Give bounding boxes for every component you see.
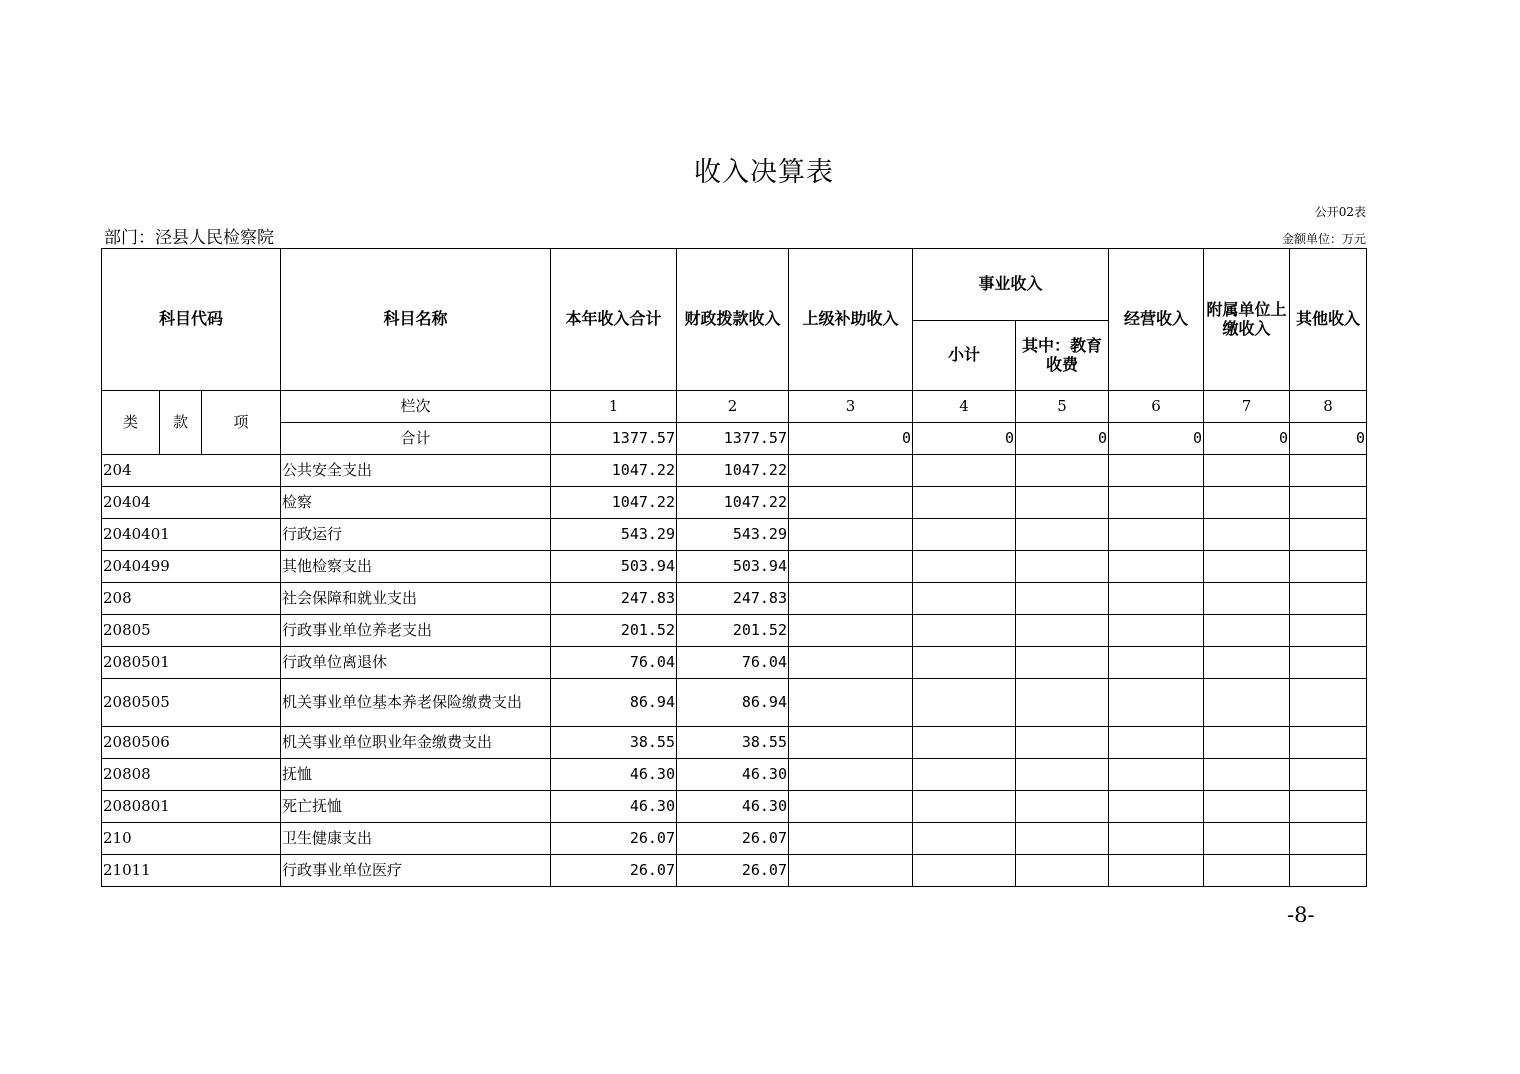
table-row [102, 487, 1367, 519]
subject-code: 208 [102, 583, 281, 615]
department-label: 部门：泾县人民检察院 [104, 228, 274, 248]
table-row [102, 551, 1367, 583]
empty-cell [789, 647, 913, 679]
empty-cell [1109, 519, 1204, 551]
empty-cell [1204, 487, 1290, 519]
table-row [102, 615, 1367, 647]
empty-cell [1204, 583, 1290, 615]
page-title: 收入决算表 [694, 157, 834, 188]
total-value: 0 [1109, 423, 1204, 455]
subject-name: 死亡抚恤 [281, 791, 551, 823]
empty-cell [913, 727, 1016, 759]
total-income: 503.94 [551, 551, 677, 583]
total-income: 247.83 [551, 583, 677, 615]
empty-cell [1204, 551, 1290, 583]
subject-name: 抚恤 [281, 759, 551, 791]
finance-income: 247.83 [677, 583, 789, 615]
empty-cell [1290, 615, 1367, 647]
empty-cell [1204, 615, 1290, 647]
empty-cell [789, 519, 913, 551]
subject-name: 公共安全支出 [281, 455, 551, 487]
total-value: 0 [1204, 423, 1290, 455]
column-number: 5 [1016, 391, 1109, 423]
empty-cell [1204, 647, 1290, 679]
finance-income: 76.04 [677, 647, 789, 679]
empty-cell [1016, 679, 1109, 727]
total-income: 1047.22 [551, 487, 677, 519]
empty-cell [1109, 679, 1204, 727]
column-number: 1 [551, 391, 677, 423]
empty-cell [789, 455, 913, 487]
header-finance: 财政拨款收入 [677, 249, 789, 391]
empty-cell [789, 759, 913, 791]
empty-cell [1204, 759, 1290, 791]
subject-code: 20808 [102, 759, 281, 791]
header-lei: 类 [102, 391, 160, 455]
table-row [102, 647, 1367, 679]
empty-cell [1016, 855, 1109, 887]
empty-cell [913, 823, 1016, 855]
header-edu-fee: 其中：教育收费 [1016, 321, 1109, 391]
header-career: 事业收入 [913, 249, 1109, 321]
empty-cell [1109, 855, 1204, 887]
empty-cell [789, 679, 913, 727]
empty-cell [1109, 823, 1204, 855]
empty-cell [1016, 519, 1109, 551]
total-value: 1377.57 [551, 423, 677, 455]
empty-cell [1204, 823, 1290, 855]
empty-cell [1290, 823, 1367, 855]
empty-cell [1290, 551, 1367, 583]
empty-cell [1109, 583, 1204, 615]
subject-name: 行政事业单位养老支出 [281, 615, 551, 647]
total-value: 0 [1290, 423, 1367, 455]
header-kuan: 款 [160, 391, 202, 455]
empty-cell [1204, 727, 1290, 759]
total-value: 1377.57 [677, 423, 789, 455]
empty-cell [1016, 823, 1109, 855]
empty-cell [789, 487, 913, 519]
empty-cell [913, 647, 1016, 679]
subject-code: 2080501 [102, 647, 281, 679]
column-number: 8 [1290, 391, 1367, 423]
finance-income: 543.29 [677, 519, 789, 551]
empty-cell [1109, 727, 1204, 759]
empty-cell [1204, 855, 1290, 887]
total-income: 201.52 [551, 615, 677, 647]
header-total: 本年收入合计 [551, 249, 677, 391]
subject-code: 2040499 [102, 551, 281, 583]
empty-cell [789, 583, 913, 615]
header-superior: 上级补助收入 [789, 249, 913, 391]
empty-cell [1109, 455, 1204, 487]
subject-name: 行政事业单位医疗 [281, 855, 551, 887]
finance-income: 26.07 [677, 855, 789, 887]
header-affiliated: 附属单位上缴收入 [1204, 249, 1290, 391]
total-value: 0 [913, 423, 1016, 455]
subject-code: 2080506 [102, 727, 281, 759]
total-income: 26.07 [551, 823, 677, 855]
empty-cell [1016, 455, 1109, 487]
income-table [101, 248, 1367, 887]
table-row [102, 823, 1367, 855]
empty-cell [789, 615, 913, 647]
total-income: 76.04 [551, 647, 677, 679]
subject-name: 卫生健康支出 [281, 823, 551, 855]
table-row [102, 759, 1367, 791]
empty-cell [1016, 647, 1109, 679]
subject-name: 检察 [281, 487, 551, 519]
empty-cell [913, 455, 1016, 487]
table-row [102, 855, 1367, 887]
empty-cell [913, 855, 1016, 887]
total-income: 26.07 [551, 855, 677, 887]
finance-income: 86.94 [677, 679, 789, 727]
empty-cell [1109, 551, 1204, 583]
empty-cell [1290, 759, 1367, 791]
subject-name: 社会保障和就业支出 [281, 583, 551, 615]
amount-unit-label: 金额单位：万元 [1281, 232, 1366, 246]
header-business: 经营收入 [1109, 249, 1204, 391]
column-number: 7 [1204, 391, 1290, 423]
empty-cell [1204, 519, 1290, 551]
column-number: 4 [913, 391, 1016, 423]
empty-cell [1016, 615, 1109, 647]
subject-name: 机关事业单位基本养老保险缴费支出 [281, 679, 551, 727]
subject-code: 2080505 [102, 679, 281, 727]
empty-cell [913, 551, 1016, 583]
finance-income: 46.30 [677, 759, 789, 791]
empty-cell [1290, 855, 1367, 887]
subject-code: 2040401 [102, 519, 281, 551]
header-name: 科目名称 [281, 249, 551, 391]
empty-cell [1290, 455, 1367, 487]
page-number: -8- [1287, 903, 1315, 927]
empty-cell [789, 551, 913, 583]
table-number: 公开02表 [1314, 205, 1366, 219]
empty-cell [913, 791, 1016, 823]
total-income: 543.29 [551, 519, 677, 551]
total-label: 合计 [281, 423, 551, 455]
finance-income: 503.94 [677, 551, 789, 583]
empty-cell [1109, 791, 1204, 823]
empty-cell [1109, 647, 1204, 679]
empty-cell [789, 823, 913, 855]
empty-cell [1109, 487, 1204, 519]
empty-cell [1016, 727, 1109, 759]
finance-income: 1047.22 [677, 487, 789, 519]
subject-code: 20805 [102, 615, 281, 647]
empty-cell [789, 855, 913, 887]
finance-income: 1047.22 [677, 455, 789, 487]
header-code: 科目代码 [102, 249, 281, 391]
empty-cell [1290, 679, 1367, 727]
table-row [102, 727, 1367, 759]
column-number: 2 [677, 391, 789, 423]
total-value: 0 [789, 423, 913, 455]
total-income: 46.30 [551, 791, 677, 823]
empty-cell [1109, 759, 1204, 791]
table-row [102, 791, 1367, 823]
finance-income: 26.07 [677, 823, 789, 855]
subject-name: 机关事业单位职业年金缴费支出 [281, 727, 551, 759]
empty-cell [913, 679, 1016, 727]
empty-cell [789, 727, 913, 759]
empty-cell [1204, 679, 1290, 727]
table-row [102, 679, 1367, 727]
subject-code: 2080801 [102, 791, 281, 823]
empty-cell [1290, 791, 1367, 823]
table-row [102, 583, 1367, 615]
empty-cell [1290, 727, 1367, 759]
data-rows [102, 455, 1367, 887]
subject-code: 210 [102, 823, 281, 855]
subject-code: 20404 [102, 487, 281, 519]
subject-code: 204 [102, 455, 281, 487]
table-row [102, 519, 1367, 551]
empty-cell [1204, 791, 1290, 823]
subject-name: 行政运行 [281, 519, 551, 551]
header-xiang: 项 [202, 391, 281, 455]
empty-cell [913, 583, 1016, 615]
empty-cell [913, 615, 1016, 647]
empty-cell [1290, 487, 1367, 519]
finance-income: 46.30 [677, 791, 789, 823]
finance-income: 38.55 [677, 727, 789, 759]
empty-cell [1016, 487, 1109, 519]
empty-cell [789, 791, 913, 823]
header-other: 其他收入 [1290, 249, 1367, 391]
total-value: 0 [1016, 423, 1109, 455]
empty-cell [1204, 455, 1290, 487]
subject-name: 其他检察支出 [281, 551, 551, 583]
column-label: 栏次 [281, 391, 551, 423]
column-number: 3 [789, 391, 913, 423]
total-row [102, 423, 1367, 455]
total-income: 86.94 [551, 679, 677, 727]
empty-cell [1290, 519, 1367, 551]
empty-cell [1016, 791, 1109, 823]
column-number-row [102, 391, 1367, 423]
empty-cell [913, 759, 1016, 791]
empty-cell [1290, 647, 1367, 679]
subject-name: 行政单位离退休 [281, 647, 551, 679]
total-income: 46.30 [551, 759, 677, 791]
empty-cell [1290, 583, 1367, 615]
empty-cell [1109, 615, 1204, 647]
empty-cell [913, 487, 1016, 519]
column-number: 6 [1109, 391, 1204, 423]
total-income: 38.55 [551, 727, 677, 759]
header-row-1 [102, 249, 1367, 321]
empty-cell [1016, 551, 1109, 583]
finance-income: 201.52 [677, 615, 789, 647]
subject-code: 21011 [102, 855, 281, 887]
empty-cell [1016, 759, 1109, 791]
empty-cell [913, 519, 1016, 551]
empty-cell [1016, 583, 1109, 615]
table-row [102, 455, 1367, 487]
total-income: 1047.22 [551, 455, 677, 487]
header-subtotal: 小计 [913, 321, 1016, 391]
